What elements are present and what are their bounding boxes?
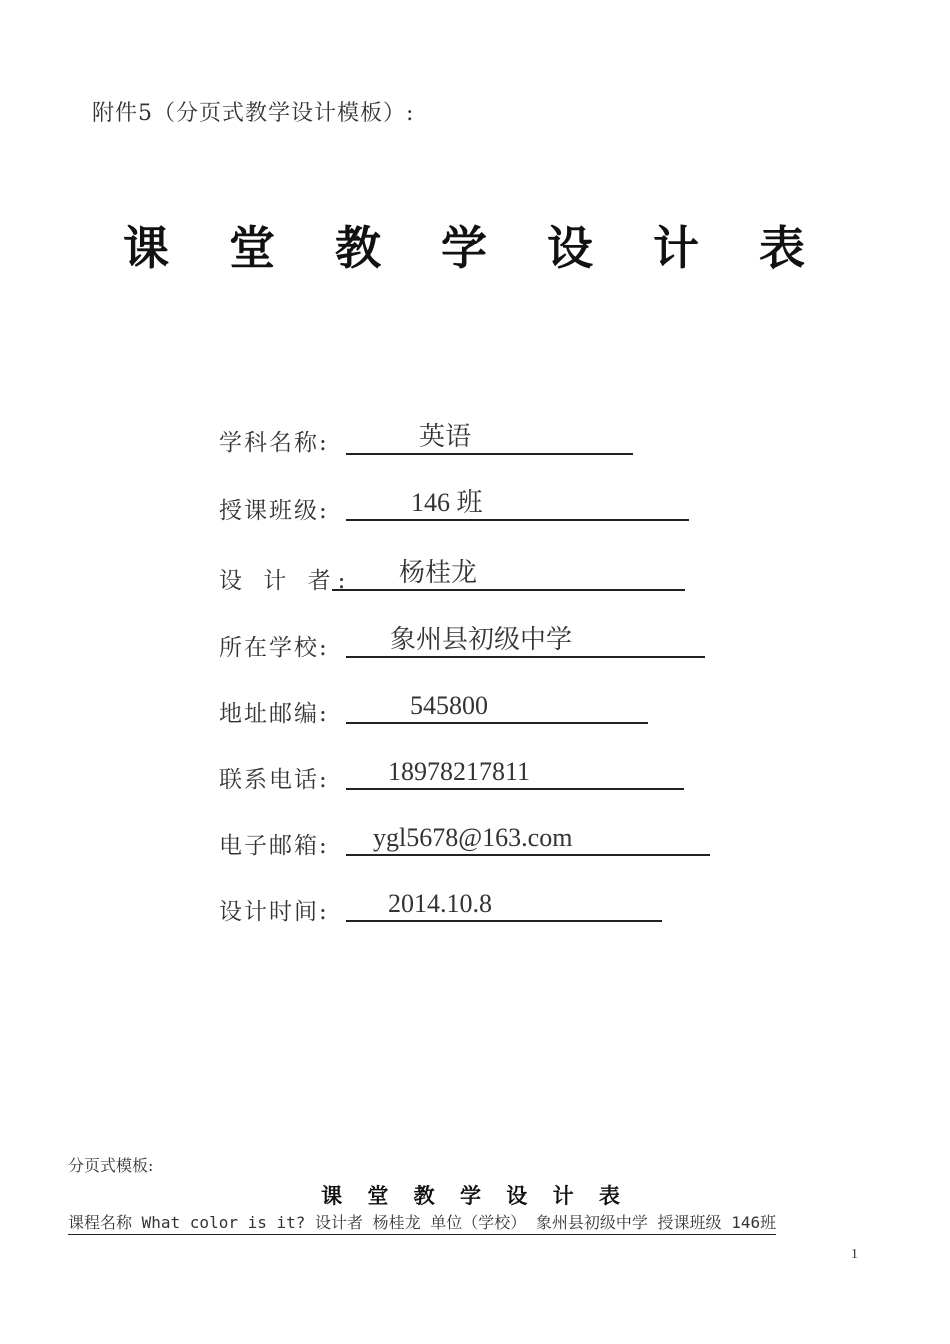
page-number: 1 — [851, 1247, 858, 1262]
field-value-postcode — [346, 690, 648, 724]
field-value-class — [346, 487, 689, 521]
field-value-phone — [346, 756, 684, 790]
subject-value: 英语 — [419, 422, 472, 451]
date-value: 2014.10.8 — [388, 889, 492, 918]
field-value-date — [346, 888, 662, 922]
section-label: 分页式模板: — [68, 1156, 154, 1175]
page-title: 课 堂 教 学 设 计 表 — [122, 221, 828, 275]
field-value-designer — [332, 557, 685, 591]
field-value-subject — [346, 421, 633, 455]
school-value: 象州县初级中学 — [390, 625, 573, 654]
phone-value: 18978217811 — [388, 757, 531, 786]
field-value-school — [346, 624, 705, 658]
field-value-email — [346, 822, 710, 856]
section-title: 课 堂 教 学 设 计 表 — [321, 1184, 629, 1208]
field-label-class: 授课班级: — [219, 498, 329, 524]
field-label-subject: 学科名称: — [219, 430, 329, 456]
attachment-note: 附件5（分页式教学设计模板）: — [92, 101, 415, 126]
course-info-line: 课程名称 What color is it? 设计者 杨桂龙 单位（学校） 象州县初级中学 授课班级 146班 — [68, 1210, 776, 1235]
field-label-school: 所在学校: — [219, 635, 329, 661]
designer-value: 杨桂龙 — [399, 558, 478, 587]
email-value: ygl5678@163.com — [373, 823, 573, 852]
field-label-postcode: 地址邮编: — [219, 701, 329, 727]
class-value: 146 班 — [411, 488, 483, 517]
field-label-designer: 设 计 者: — [219, 568, 353, 594]
postcode-value: 545800 — [410, 691, 488, 720]
field-label-date: 设计时间: — [219, 899, 329, 925]
field-label-phone: 联系电话: — [219, 767, 329, 793]
field-label-email: 电子邮箱: — [219, 833, 329, 859]
